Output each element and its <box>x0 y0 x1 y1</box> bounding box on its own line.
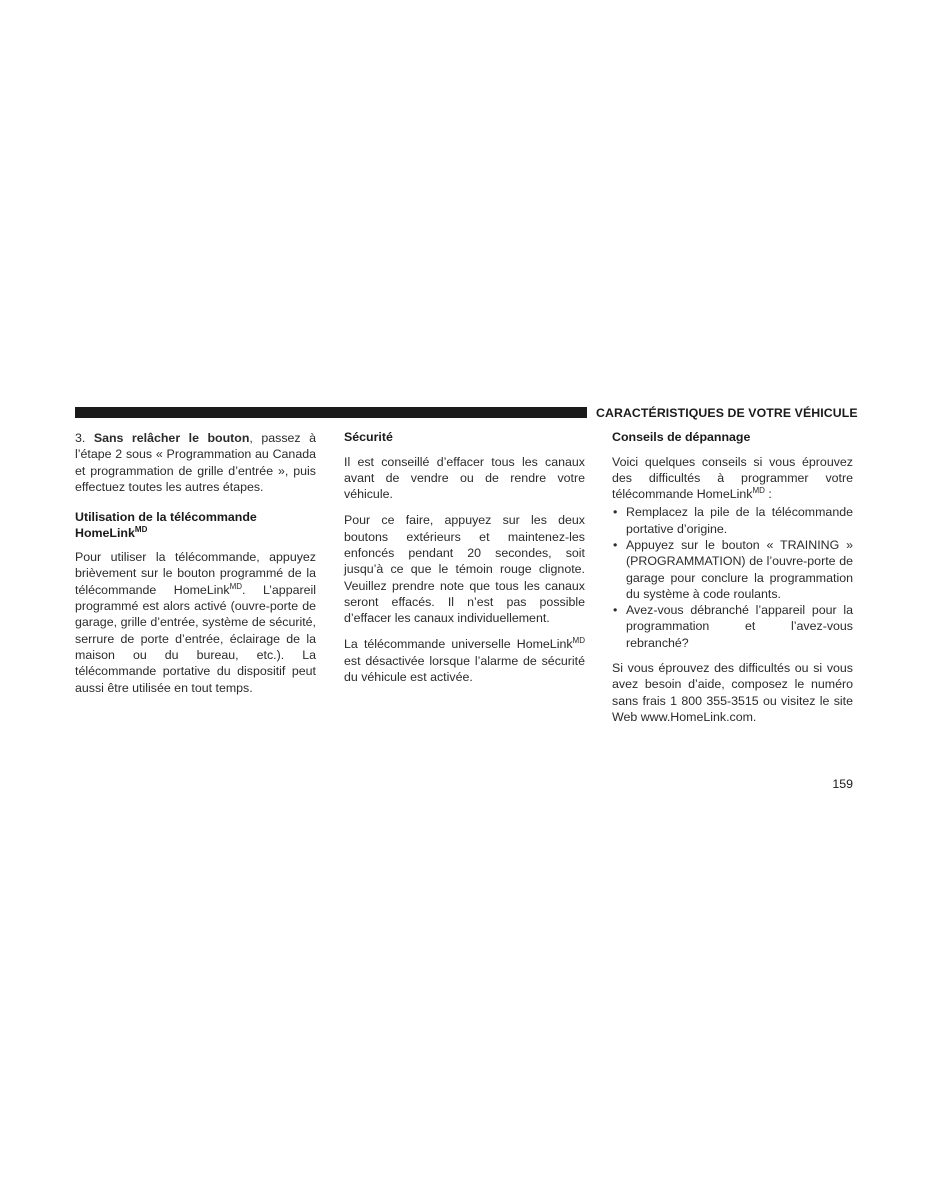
step-text: , passez à l’étape 2 sous « Programmation au Canada et programmation de grille d’entrée », puis effectuez toutes les autres étapes. <box>75 431 316 494</box>
troubleshooting-intro <box>612 454 853 503</box>
intro-text-1: Voici quelques conseils si vous éprouvez des difficultés à programmer votre télécommande HomeLink <box>612 454 853 502</box>
homelink-usage-heading <box>75 510 316 541</box>
paragraph-text-2: est désactivée lorsque l’alarme de sécurité du véhicule est activée. <box>344 653 585 685</box>
intro-trademark: MD <box>752 486 765 496</box>
troubleshooting-closing: Si vous éprouvez des difficultés ou si vous avez besoin d’aide, composez le numéro sans frais 1 800 355-3515 ou visitez le site Web www.HomeLink.com. <box>612 661 853 724</box>
heading-trademark: MD <box>134 524 148 534</box>
security-paragraph-3 <box>344 636 585 685</box>
list-item-text: Remplacez la pile de la télécommande portative d’origine. <box>626 505 853 536</box>
bullet-icon: • <box>613 603 618 618</box>
troubleshooting-heading: Conseils de dépannage <box>612 430 751 444</box>
security-heading: Sécurité <box>344 430 393 444</box>
column-right <box>612 430 853 735</box>
step-number: 3. <box>75 431 86 445</box>
homelink-usage-paragraph <box>75 549 316 696</box>
intro-text-2: : <box>764 487 772 502</box>
list-item <box>612 602 853 651</box>
column-middle <box>344 430 585 695</box>
step-3-paragraph <box>75 430 316 495</box>
paragraph-text-1: Pour utiliser la télécommande, appuyez brièvement sur le bouton programmé de la télécommande HomeLink <box>75 550 316 597</box>
troubleshooting-list <box>612 504 853 651</box>
list-item <box>612 537 853 602</box>
list-item-text: Appuyez sur le bouton « TRAINING » (PROGRAMMATION) de l’ouvre-porte de garage pour conclure la programmation du système à code roulants. <box>626 537 853 601</box>
bullet-icon: • <box>613 537 618 552</box>
paragraph-trademark: MD <box>229 581 243 591</box>
list-item <box>612 504 853 537</box>
security-paragraph-1: Il est conseillé d’effacer tous les canaux avant de vendre ou de rendre votre véhicule. <box>344 454 585 502</box>
security-paragraph-2: Pour ce faire, appuyez sur les deux boutons extérieurs et maintenez-les enfoncés pendant 20 secondes, soit jusqu’à ce que le témoin rouge clignote. Veuillez prendre note que tous les canaux seront effacés. Il n’est pas possible d’effacer les canaux individuellement. <box>344 513 585 626</box>
bullet-icon: • <box>613 505 618 520</box>
paragraph-trademark: MD <box>572 636 585 646</box>
paragraph-text-1: La télécommande universelle HomeLink <box>344 637 573 652</box>
paragraph-text-2: . L’appareil programmé est alors activé (ouvre-porte de garage, grille d’entrée, système de sécurité, serrure de porte d’entrée, éclairage de la maison ou du bureau, etc.). La télécommande portative du dispositif peut aussi être utilisée en tout temps. <box>75 582 317 695</box>
page-number: 159 <box>832 777 853 791</box>
step-bold-text: Sans relâcher le bouton <box>93 431 250 445</box>
heading-text: Utilisation de la télécommande HomeLink <box>75 510 257 540</box>
column-left <box>75 430 316 706</box>
section-title: CARACTÉRISTIQUES DE VOTRE VÉHICULE <box>596 406 858 420</box>
header-rule <box>75 407 587 418</box>
list-item-text: Avez-vous débranché l’appareil pour la programmation et l’avez-vous rebranché? <box>626 603 853 650</box>
